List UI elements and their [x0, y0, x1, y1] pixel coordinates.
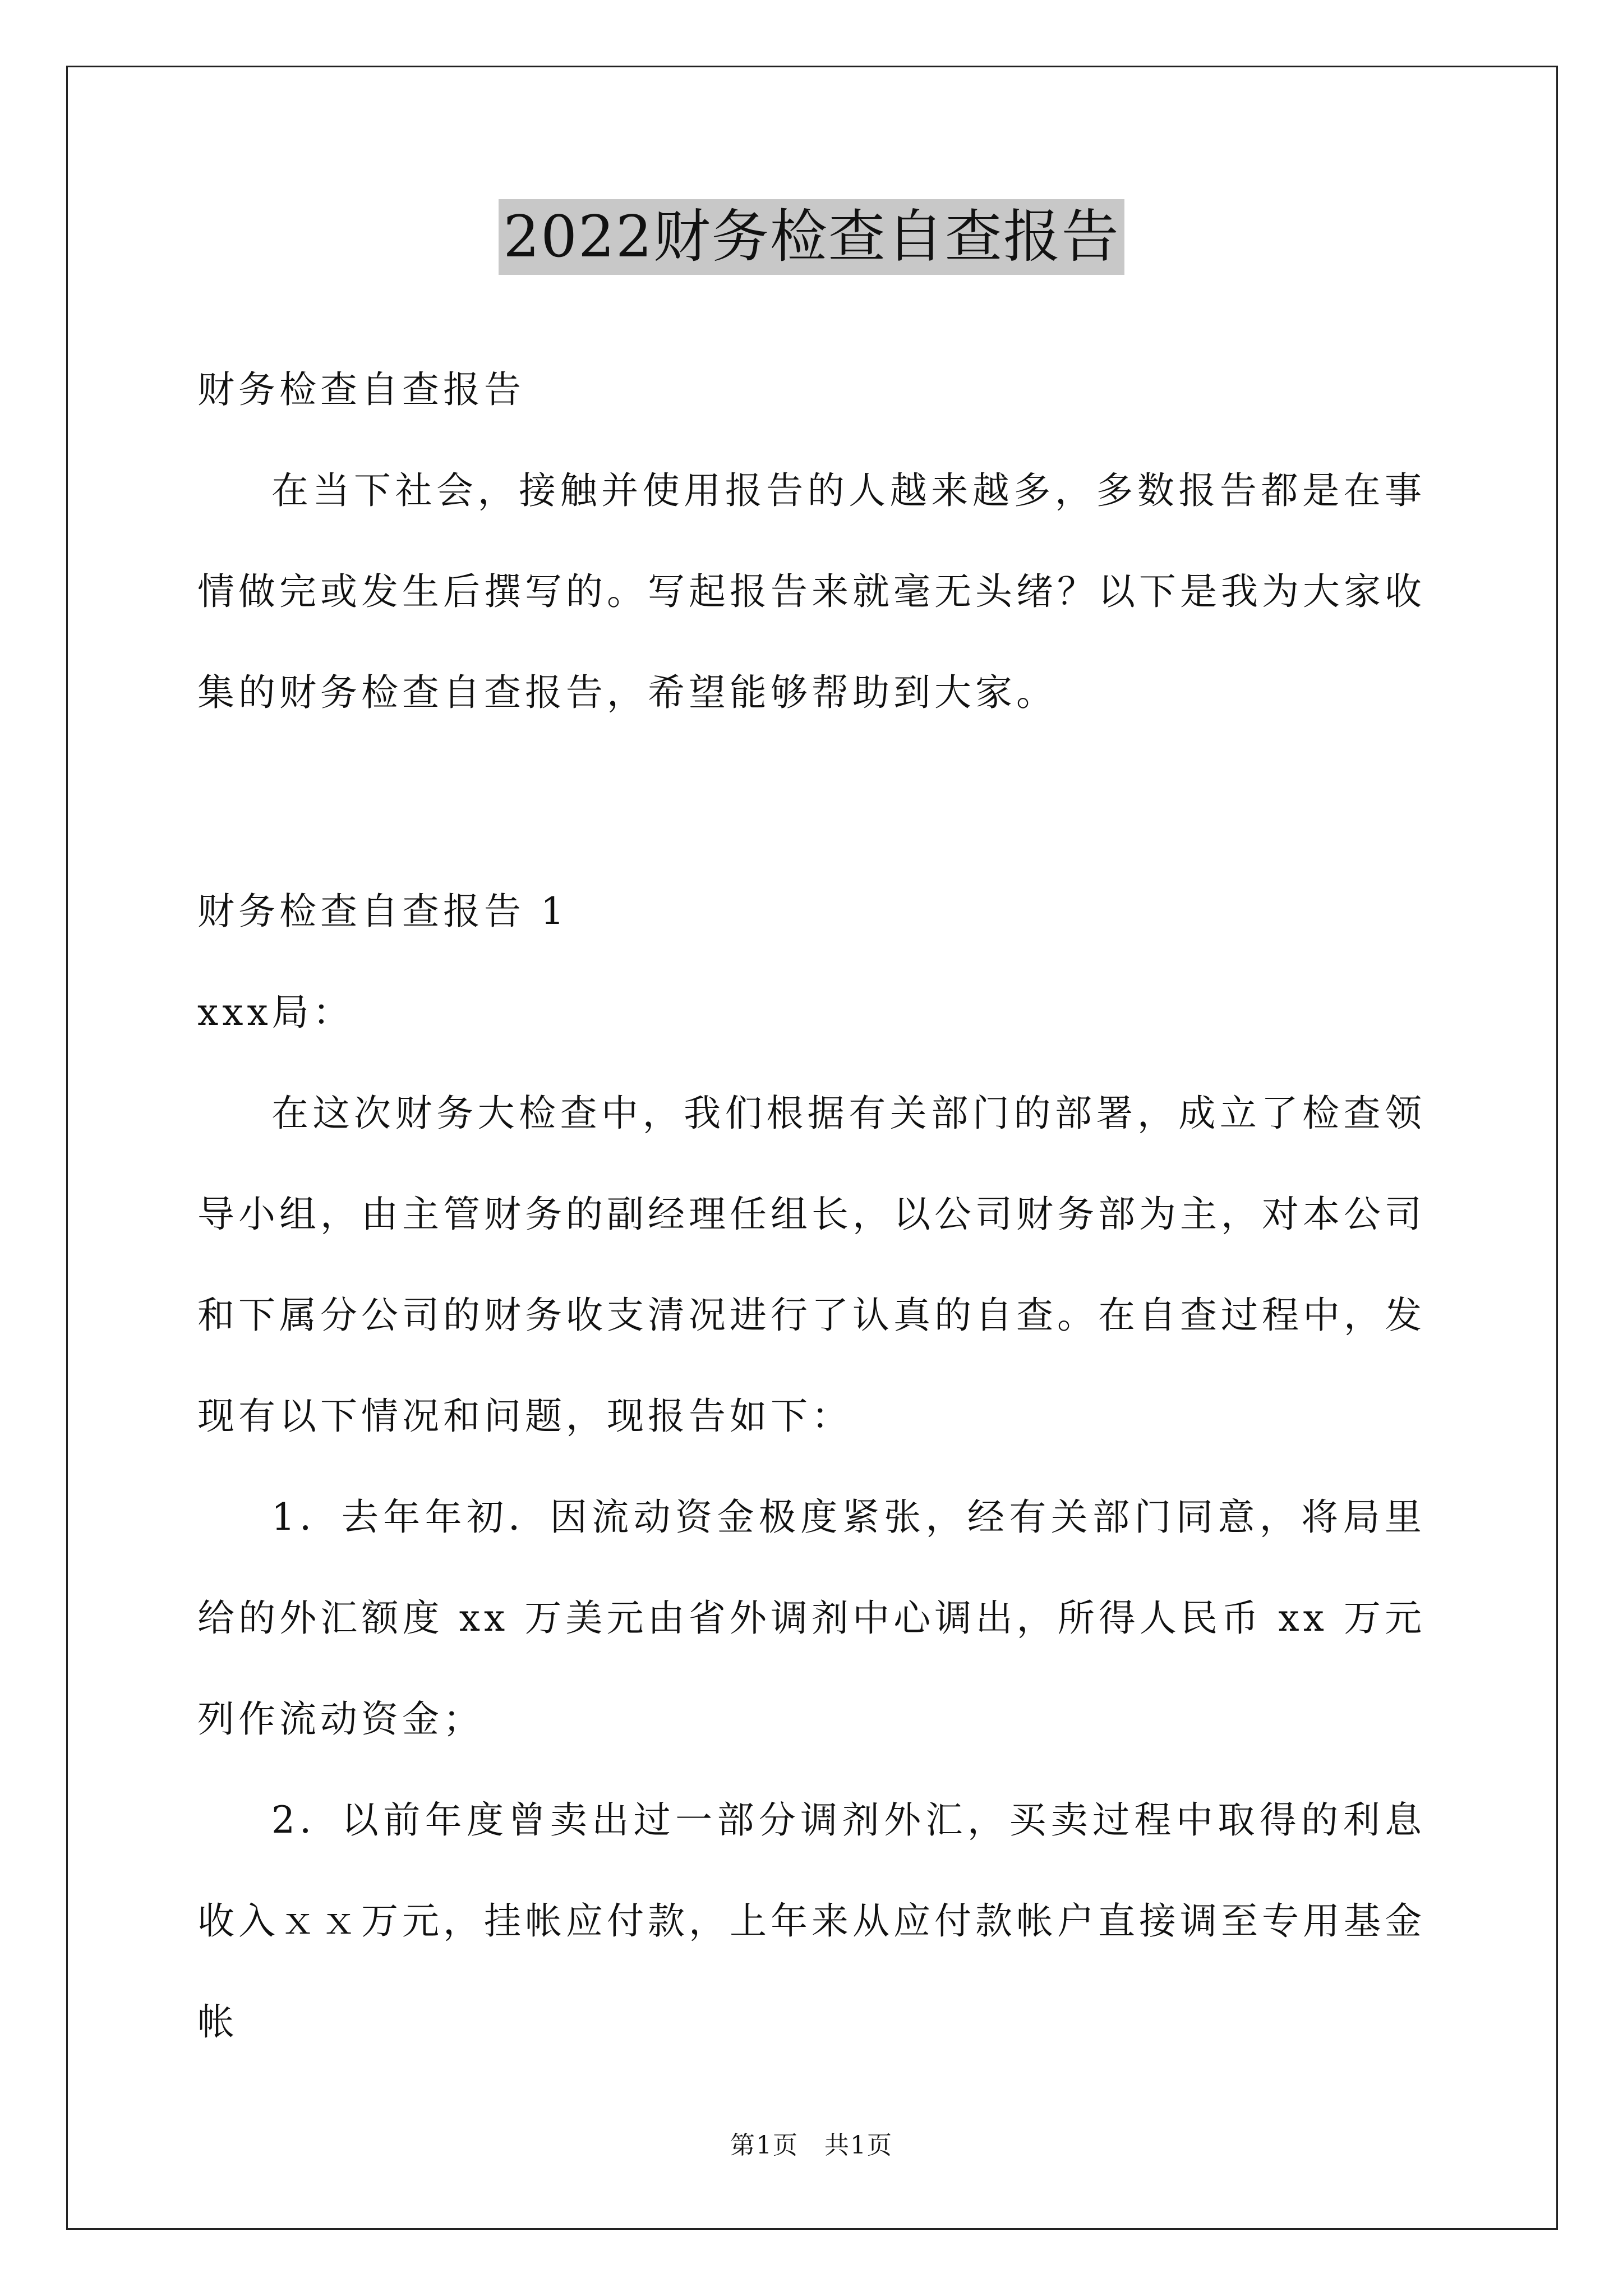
document-subtitle: 财务检查自查报告: [197, 368, 525, 411]
intro-paragraph: 在当下社会，接触并使用报告的人越来越多，多数报告都是在事情做完或发生后撰写的。写起报告来就毫无头绪？以下是我为大家收集的财务检查自查报告，希望能够帮助到大家。: [197, 469, 1426, 714]
body-paragraph-2: 1．去年年初．因流动资金极度紧张，经有关部门同意，将局里给的外汇额度 xx 万美元由省外调剂中心调出，所得人民币 xx 万元列作流动资金；: [197, 1496, 1426, 1741]
salutation: xxx局：: [197, 991, 354, 1034]
title-container: [0, 199, 1623, 275]
body-paragraph-1: 在这次财务大检查中，我们根据有关部门的部署，成立了检查领导小组，由主管财务的副经理任组长，以公司财务部为主，对本公司和下属分公司的财务收支清况进行了认真的自查。在自查过程中，发现有以下情况和问题，现报告如下：: [197, 1092, 1426, 1438]
page-footer: 第1页 共1页: [730, 2131, 893, 2160]
body-paragraph-3: 2．以前年度曾卖出过一部分调剂外汇，买卖过程中取得的利息收入ｘｘ万元，挂帐应付款，上年来从应付款帐户直接调至专用基金帐: [197, 1798, 1426, 2044]
document-title: 2022财务检查自查报告: [499, 199, 1124, 275]
intro-block: [197, 339, 1426, 743]
section-heading: 财务检查自查报告 1: [197, 890, 568, 933]
section-block: [197, 861, 1426, 2073]
